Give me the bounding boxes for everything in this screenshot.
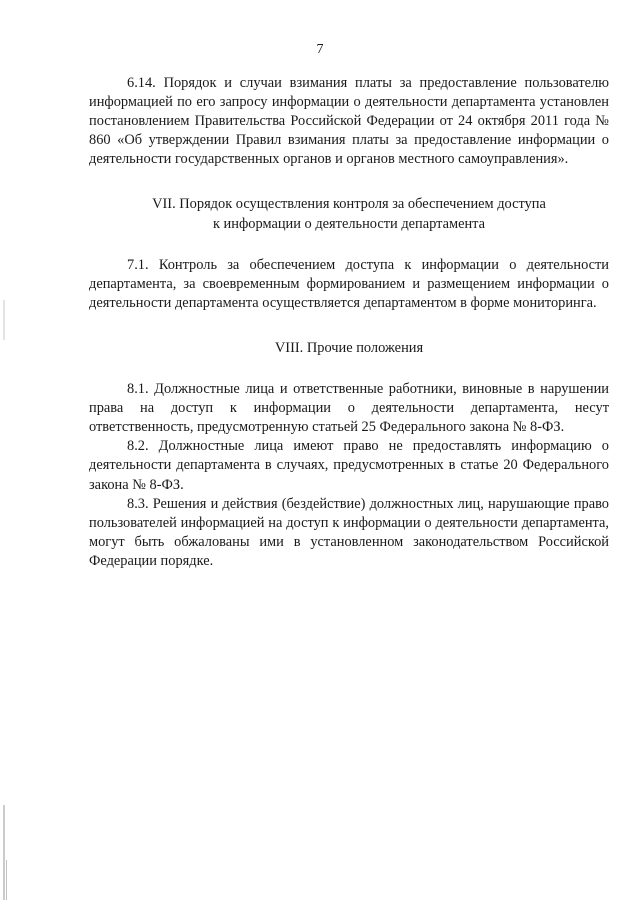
section-7-heading-line-1: VII. Порядок осуществления контроля за обеспечением доступа [152, 196, 546, 213]
section-8-heading: VIII. Прочие положения [274, 339, 424, 356]
paragraph-8-1: 8.1. Должностные лица и ответственные работники, виновные в нарушении права на доступ к информации о деятельности департамента, несут ответственность, предусмотренную статьей 25 Федерального закона № 8-ФЗ. [89, 381, 609, 436]
section-7-heading-line-2: к информации о деятельности департамента [212, 215, 486, 232]
document-body [89, 74, 609, 571]
paragraph-6-14: 6.14. Порядок и случаи взимания платы за предоставление пользователю информацией по его запросу информации о деятельности департамента установлен постановлением Правительства Российской Федерации от 24 октября 2011 года № 860 «Об утверждении Правил взимания платы за предоставление информации о деятельности государственных органов и органов местного самоуправления». [89, 75, 609, 168]
paragraph-8-3: 8.3. Решения и действия (бездействие) должностных лиц, нарушающие право пользователей информацией на доступ к информации о деятельности департамента, могут быть обжалованы ими в установленном законодательством Российской Федерации порядке. [89, 495, 609, 569]
spacer [89, 169, 609, 195]
paragraph-8-2: 8.2. Должностные лица имеют право не предоставлять информацию о деятельности департамента в случаях, предусмотренных в статье 20 Федерального закона № 8-ФЗ. [89, 438, 609, 493]
section-7-heading [89, 195, 609, 233]
page-number: 7 [316, 42, 324, 57]
scan-edge-mark [3, 300, 5, 340]
scan-edge-mark [6, 860, 7, 900]
paragraph-7-1: 7.1. Контроль за обеспечением доступа к информации о деятельности департамента, за своевременным формированием и размещением информации о деятельности департамента осуществляется департаментом в форме мониторинга. [89, 256, 609, 311]
spacer [89, 358, 609, 380]
spacer [89, 313, 609, 339]
spacer [89, 234, 609, 256]
scan-edge-mark [3, 805, 5, 900]
